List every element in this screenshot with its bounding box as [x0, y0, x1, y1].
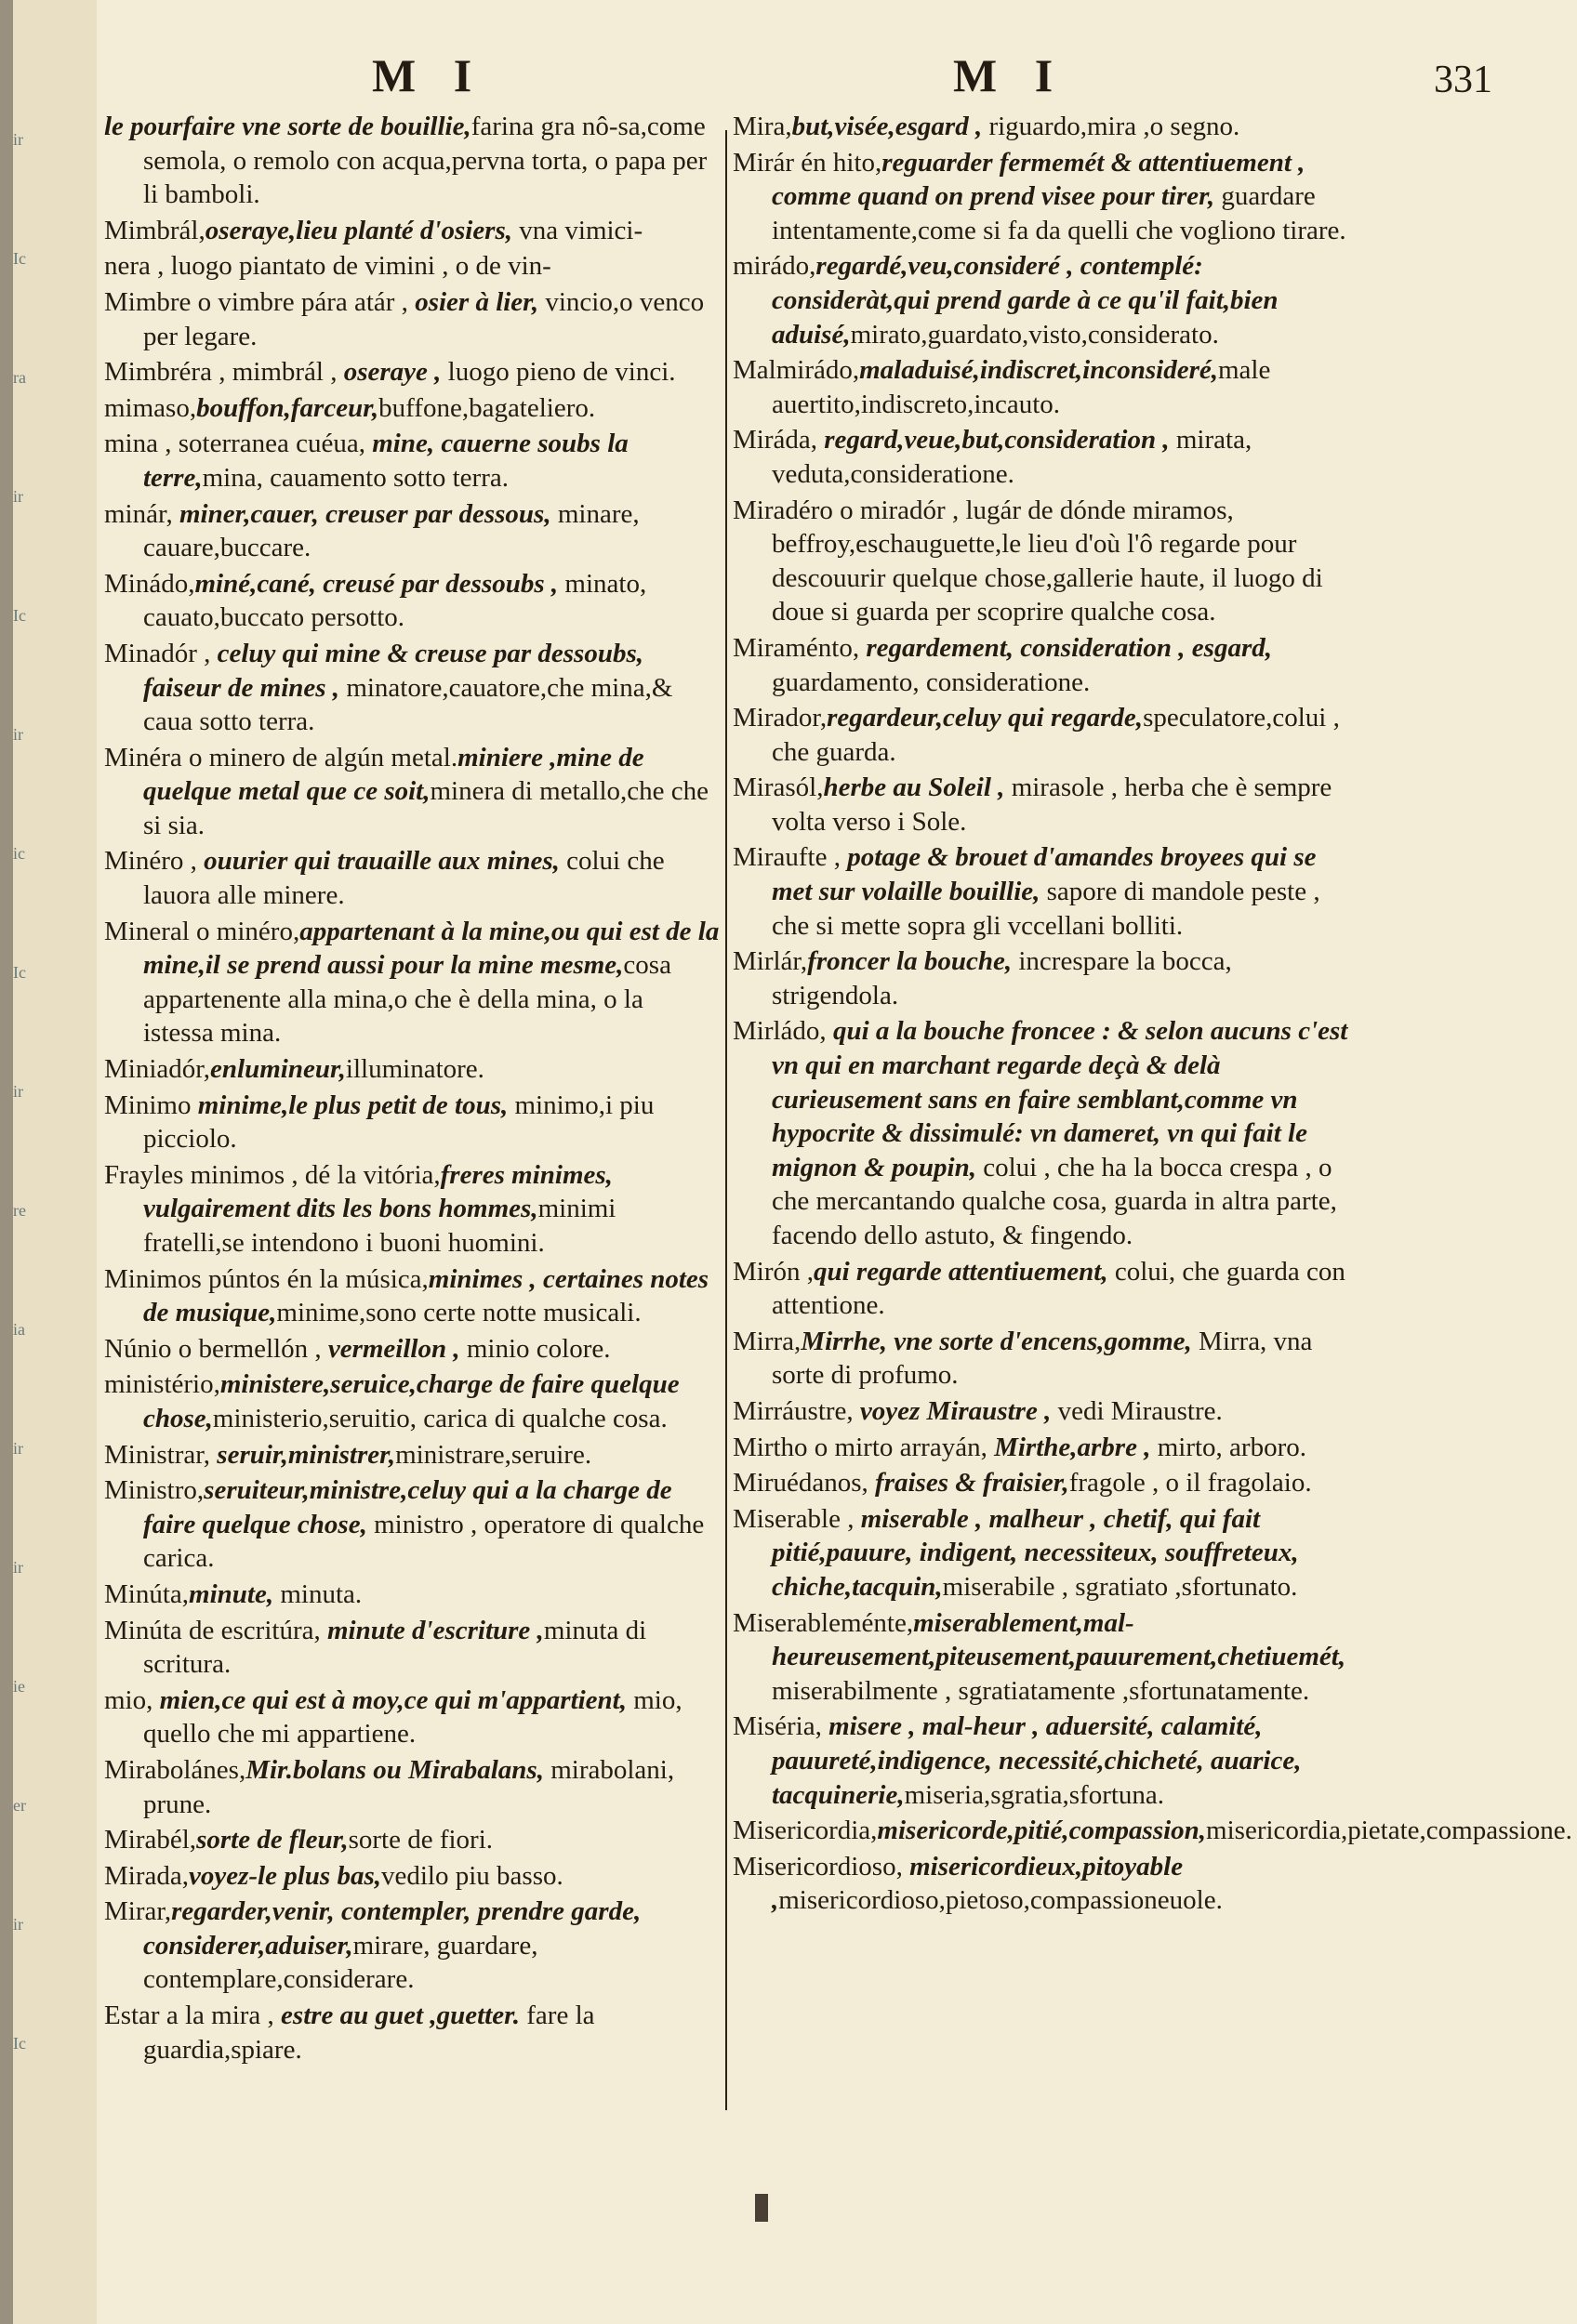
italian-gloss: mio, quello che mi appartiene. — [143, 1684, 682, 1750]
headword: Misericordioso, — [733, 1851, 903, 1882]
french-gloss: miserablement,mal- heureusement,piteusement,pauurement,chetiuemét, — [772, 1607, 1346, 1672]
french-gloss: Mirrhe, vne sorte d'encens,gomme, — [801, 1326, 1192, 1356]
dictionary-entry — [104, 1684, 720, 1751]
italian-gloss: sapore di mandole peste , che si mette sopra gli vccellani bolliti. — [772, 877, 1320, 941]
headword: Minúta de escritúra, — [104, 1615, 321, 1645]
french-gloss: osier à lier, — [407, 286, 539, 317]
french-gloss: miner,cauer, creuser par dessous, — [172, 498, 551, 529]
french-gloss: ministere,seruice,charge de faire quelque chose, — [143, 1369, 680, 1433]
dictionary-entry — [733, 1431, 1356, 1465]
ink-mark — [755, 2194, 768, 2222]
italian-gloss: nera , luogo piantato de vimini , o de vin- — [104, 251, 551, 282]
french-gloss: regard,veue,but,consideration , — [817, 425, 1170, 456]
italian-gloss: mirata, veduta,consideratione. — [772, 425, 1252, 489]
dictionary-entry — [733, 110, 1356, 144]
french-gloss: mine, cauerne soubs la terre, — [143, 429, 629, 493]
french-gloss: enlumineur, — [210, 1054, 346, 1085]
french-gloss: mien,ce qui est à moy,ce qui m'appartient, — [152, 1684, 627, 1715]
italian-gloss: minera di metallo,che che si sia. — [143, 776, 709, 840]
italian-gloss: buffone,bagateliero. — [378, 392, 596, 423]
running-head-left: M I — [372, 49, 485, 101]
headword: mina , soterranea cuéua, — [104, 429, 365, 459]
dictionary-entry — [104, 497, 720, 565]
dictionary-entry — [733, 494, 1356, 629]
dictionary-entry — [733, 701, 1356, 769]
italian-gloss: mirabolani, prune. — [143, 1754, 675, 1819]
running-head-right: M I — [953, 49, 1067, 101]
french-gloss: vermeillon , — [321, 1333, 460, 1364]
italian-gloss: Mirra, vna sorte di profumo. — [772, 1326, 1313, 1391]
headword: Minéro , — [104, 846, 197, 877]
french-gloss: qui regarde attentiuement, — [814, 1256, 1108, 1287]
bleed-mark: ir — [13, 1915, 23, 1934]
french-gloss: regarder,venir, contempler, prendre garde, considerer,aduiser, — [143, 1896, 642, 1961]
headword: Mirada, — [104, 1860, 189, 1891]
dictionary-entry — [104, 741, 720, 843]
dictionary-entry — [733, 249, 1356, 351]
italian-gloss: guardamento, consideratione. — [772, 667, 1091, 697]
right-column — [733, 110, 1572, 2127]
italian-gloss: guardare intentamente,come si fa da quelli che vogliono tirare. — [772, 181, 1346, 245]
page-binding-edge — [0, 0, 13, 2324]
french-gloss: maladuisé,indiscret,inconsideré, — [859, 355, 1218, 386]
french-gloss: froncer la bouche, — [807, 946, 1013, 977]
page-number: 331 — [1434, 59, 1492, 101]
bleed-mark: ir — [13, 130, 23, 149]
headword: minár, — [104, 498, 173, 529]
dictionary-entry — [733, 1394, 1356, 1429]
bleed-mark: Ic — [13, 2034, 26, 2053]
headword: Mirar, — [104, 1896, 172, 1927]
italian-gloss: minuta di scritura. — [143, 1615, 647, 1680]
italian-gloss: miseria,sgratia,sfortuna. — [904, 1779, 1165, 1810]
french-gloss: minimes , certaines notes de musique, — [143, 1263, 709, 1328]
headword: Ministrar, — [104, 1439, 211, 1470]
headword: Estar a la mira , — [104, 2000, 274, 2031]
italian-gloss: ministrare,seruire. — [395, 1439, 592, 1470]
headword: Mirráustre, — [733, 1395, 854, 1426]
headword: Misericordia, — [733, 1816, 878, 1846]
headword: mio, — [104, 1684, 153, 1715]
italian-gloss: minatore,cauatore,che mina,& caua sotto terra. — [143, 672, 673, 737]
dictionary-entry — [104, 567, 720, 635]
french-gloss: voyez-le plus bas, — [189, 1860, 381, 1891]
dictionary-entry — [104, 1578, 720, 1612]
headword: Mirasól, — [733, 772, 824, 803]
headword: mirádo, — [733, 251, 816, 282]
italian-gloss: misericordioso,pietoso,compassioneuole. — [778, 1885, 1223, 1916]
dictionary-entry — [104, 1158, 720, 1261]
headword: Mirlár, — [733, 946, 808, 977]
column-rule — [725, 130, 727, 2110]
dictionary-entry — [104, 214, 720, 248]
french-gloss: miserable , malheur , chetif, qui fait pitié,pauure, indigent, necessiteux, souffreteux, chiche,tacquin, — [772, 1503, 1299, 1602]
dictionary-entry — [733, 771, 1356, 838]
headword: Minimos púntos én la música, — [104, 1263, 429, 1294]
french-gloss: reguarder fermemét & attentiuement , comme quand on prend visee pour tirer, — [772, 147, 1305, 212]
dictionary-entry — [733, 631, 1356, 699]
dictionary-entry — [733, 1710, 1356, 1812]
headword: Miserableménte, — [733, 1607, 914, 1638]
bleed-mark: ir — [13, 487, 23, 506]
headword: Minúta, — [104, 1578, 190, 1609]
bleed-mark: ic — [13, 844, 25, 863]
headword: Mirár én hito, — [733, 147, 882, 178]
italian-gloss: speculatore,colui , che guarda. — [772, 703, 1340, 767]
bleed-mark: ir — [13, 1558, 23, 1577]
french-gloss: misericordieux,pitoyable , — [772, 1851, 1184, 1916]
headword: Miniadór, — [104, 1054, 211, 1085]
headword: Mirládo, — [733, 1016, 827, 1047]
bleed-mark: Ic — [13, 606, 26, 625]
french-gloss: voyez Miraustre , — [853, 1395, 1052, 1426]
dictionary-entry — [733, 1325, 1356, 1393]
italian-gloss: mirato,guardato,visto,considerato. — [850, 319, 1219, 350]
headword: Minádo, — [104, 568, 195, 599]
headword: Minéra o minero de algún metal. — [104, 742, 458, 772]
italian-gloss: fare la guardia,spiare. — [143, 2000, 595, 2065]
italian-gloss: minimi fratelli,se intendono i buoni huomini. — [143, 1194, 616, 1258]
italian-gloss: vedi Miraustre. — [1051, 1395, 1223, 1426]
dictionary-entry — [104, 1999, 720, 2067]
french-gloss: regardeur,celuy qui regarde, — [827, 703, 1144, 733]
dictionary-entry — [733, 840, 1356, 943]
italian-gloss: mirare, guardare, contemplare,considerare. — [143, 1930, 538, 1995]
dictionary-entry — [733, 1502, 1356, 1604]
french-gloss: minute, — [189, 1578, 274, 1609]
bleed-mark: ir — [13, 1439, 23, 1458]
italian-gloss: minio colore. — [459, 1333, 611, 1364]
italian-gloss: minime,sono certe notte musicali. — [276, 1298, 642, 1328]
french-gloss: qui a la bouche froncee : & selon aucuns c'est vn qui en marchant regarde deçà & delà curieusement sans en faire semblant,comme vn hypocrite & dissimulé: vn dameret, vn qui fait le mignon & poupin, — [772, 1016, 1348, 1182]
italian-gloss: luogo pieno de vinci. — [441, 357, 676, 388]
french-gloss: le pourfaire vne sorte de bouillie, — [104, 112, 471, 141]
french-gloss: sorte de fleur, — [196, 1825, 349, 1855]
italian-gloss: misericordia,pietate,compassione. — [1206, 1816, 1572, 1846]
italian-gloss: cosa appartenente alla mina,o che è della mina, o la istessa mina. — [143, 950, 671, 1049]
dictionary-entry — [104, 844, 720, 912]
headword: mimaso, — [104, 392, 197, 423]
french-gloss: bouffon,farceur, — [196, 392, 379, 423]
dictionary-entry — [104, 1262, 720, 1330]
french-gloss: freres minimes, vulgairement dits les bons hommes, — [143, 1159, 613, 1224]
french-gloss: minime,le plus petit de tous, — [191, 1089, 509, 1120]
headword: Mimbréra , mimbrál , — [104, 357, 338, 388]
headword: Mirra, — [733, 1326, 802, 1356]
headword: Ministro, — [104, 1475, 205, 1506]
dictionary-entry — [733, 1850, 1356, 1918]
dictionary-entry — [104, 1895, 720, 1997]
italian-gloss: miserabile , sgratiato ,sfortunato. — [942, 1571, 1298, 1602]
dictionary-entry — [733, 1814, 1572, 1848]
headword: Mirador, — [733, 703, 828, 733]
headword: Núnio o bermellón , — [104, 1333, 322, 1364]
italian-gloss: mirto, arboro. — [1150, 1432, 1306, 1462]
dictionary-entry — [104, 1473, 720, 1576]
dictionary-entry — [104, 427, 720, 495]
dictionary-entry — [104, 915, 720, 1050]
headword: Miserable , — [733, 1503, 855, 1534]
bleed-mark: ir — [13, 1082, 23, 1101]
italian-gloss: minimo,i piu picciolo. — [143, 1089, 655, 1155]
headword: Miraufte , — [733, 842, 841, 873]
headword: ministério, — [104, 1369, 220, 1400]
left-margin — [13, 0, 97, 2324]
headword: Mimbre o vimbre pára atár , — [104, 286, 408, 317]
dictionary-entry — [104, 110, 720, 212]
dictionary-entry — [104, 285, 720, 353]
dictionary-entry — [733, 944, 1356, 1012]
dictionary-entry — [104, 1438, 720, 1472]
french-gloss: oseraye,lieu planté d'osiers, — [205, 215, 513, 245]
french-gloss: regardement, consideration , esgard, — [859, 632, 1272, 663]
french-gloss: misere , mal-heur , aduersité, calamité, pauureté,indigence, necessité,chicheté, auarice, tacquinerie, — [772, 1711, 1302, 1810]
headword: Miradéro o miradór , — [733, 495, 960, 525]
french-gloss: miniere ,mine de quelque metal que ce soit, — [143, 742, 644, 807]
dictionary-entry — [733, 423, 1356, 491]
italian-gloss: increspare la bocca, strigendola. — [772, 946, 1232, 1010]
headword: Mirón , — [733, 1256, 814, 1287]
french-gloss: estre au guet ,guetter. — [273, 2000, 521, 2031]
dictionary-entry — [733, 353, 1356, 421]
italian-gloss: lugár de dónde miramos, beffroy,eschauguette,le lieu d'où l'ô regarde pour descouurir quelque chose,gallerie haute, il luogo di doue si guarda per scoprire qualche cosa. — [772, 495, 1323, 627]
bleed-mark: Ic — [13, 963, 26, 982]
italian-gloss: mina, cauamento sotto terra. — [202, 462, 509, 493]
italian-gloss: ministerio,seruitio, carica di qualche cosa. — [212, 1403, 668, 1433]
italian-gloss: vedilo piu basso. — [381, 1860, 563, 1891]
italian-gloss: miserabilmente , sgratiatamente ,sfortunatamente. — [772, 1675, 1310, 1706]
italian-gloss: colui, che guarda con attentione. — [772, 1256, 1345, 1321]
french-gloss: seruiteur,ministre,celuy qui a la charge de faire quelque chose, — [143, 1475, 672, 1539]
french-gloss: misericorde,pitié,compassion, — [877, 1816, 1207, 1846]
dictionary-entry — [733, 1014, 1356, 1252]
bleed-mark: ie — [13, 1677, 25, 1696]
italian-gloss: ministro , operatore di qualche carica. — [143, 1509, 705, 1574]
headword: Malmirádo, — [733, 355, 860, 386]
dictionary-entry — [104, 1367, 720, 1435]
headword: Mirtho o mirto arrayán, — [733, 1432, 987, 1462]
headword: Miraménto, — [733, 632, 860, 663]
french-gloss: potage & brouet d'amandes broyees qui se met sur volaille bouillie, — [772, 842, 1317, 907]
french-gloss: Mir.bolans ou Mirabalans, — [245, 1754, 544, 1785]
italian-gloss: illuminatore. — [345, 1054, 484, 1085]
italian-gloss: minare, cauare,buccare. — [143, 498, 640, 563]
dictionary-entry — [733, 1255, 1356, 1323]
headword: Mirabolánes, — [104, 1754, 246, 1785]
bleed-mark: er — [13, 1796, 26, 1815]
headword: Mira, — [733, 112, 792, 141]
french-gloss: fraises & fraisier, — [868, 1468, 1069, 1499]
headword: Mirabél, — [104, 1825, 197, 1855]
italian-gloss: minuta. — [273, 1578, 363, 1609]
headword: Mineral o minéro, — [104, 916, 300, 946]
headword: Mimbrál, — [104, 215, 205, 245]
dictionary-entry — [733, 146, 1356, 248]
french-gloss: seruir,ministrer, — [210, 1439, 396, 1470]
french-gloss: but,visée,esgard , — [791, 112, 983, 141]
italian-gloss: colui , che ha la bocca crespa , o che mercantando qualche cosa, guarda in altra parte, facendo dello astuto, & fingendo. — [772, 1152, 1337, 1250]
french-gloss: ouurier qui trauaille aux mines, — [196, 846, 560, 877]
french-gloss: oseraye , — [337, 357, 442, 388]
italian-gloss: riguardo,mira ,o segno. — [982, 112, 1240, 141]
italian-gloss: sorte de fiori. — [348, 1825, 494, 1855]
dictionary-entry — [104, 249, 720, 284]
bleed-mark: Ic — [13, 249, 26, 268]
dictionary-entry — [104, 355, 720, 390]
bleed-mark: ia — [13, 1320, 25, 1339]
dictionary-entry — [104, 1614, 720, 1682]
french-gloss: regardé,veu,consideré , contemplé: consideràt,qui prend garde à ce qu'il fait,bien aduisé, — [772, 251, 1279, 350]
dictionary-entry — [104, 1089, 720, 1156]
headword: Miruédanos, — [733, 1468, 868, 1499]
italian-gloss: mirasole , herba che è sempre volta verso i Sole. — [772, 772, 1332, 837]
headword: Miséria, — [733, 1711, 822, 1742]
italian-gloss: vincio,o venco per legare. — [143, 286, 705, 351]
headword: Frayles minimos , dé la vitória, — [104, 1159, 441, 1190]
french-gloss: appartenant à la mine,ou qui est de la mine,il se prend aussi pour la mine mesme, — [143, 916, 720, 981]
dictionary-entry — [104, 1052, 720, 1087]
dictionary-entry — [104, 1823, 720, 1857]
headword: Minadór , — [104, 638, 211, 668]
bleed-mark: ra — [13, 368, 26, 387]
italian-gloss: farina gra nô-sa,come semola, o remolo con acqua,pervna torta, o papa per li bamboli. — [143, 112, 708, 210]
dictionary-entry — [104, 1332, 720, 1367]
italian-gloss: minato, cauato,buccato persotto. — [143, 568, 647, 633]
dictionary-entry — [104, 1753, 720, 1821]
dictionary-entry — [104, 391, 720, 426]
italian-gloss: vna vimici- — [512, 215, 643, 245]
french-gloss: minute d'escriture , — [320, 1615, 544, 1645]
bleed-mark: re — [13, 1201, 26, 1220]
french-gloss: miné,cané, creusé par dessoubs , — [194, 568, 559, 599]
headword: Miráda, — [733, 425, 817, 456]
dictionary-entry — [733, 1606, 1356, 1709]
dictionary-entry — [104, 637, 720, 739]
french-gloss: herbe au Soleil , — [823, 772, 1005, 803]
left-column — [104, 110, 720, 2127]
italian-gloss: fragole , o il fragolaio. — [1068, 1468, 1312, 1499]
dictionary-entry — [733, 1466, 1356, 1500]
french-gloss: celuy qui mine & creuse par dessoubs, faiseur de mines , — [143, 638, 643, 703]
italian-gloss: colui che lauora alle minere. — [143, 846, 665, 911]
french-gloss: Mirthe,arbre , — [987, 1432, 1151, 1462]
bleed-mark: ir — [13, 725, 23, 744]
dictionary-entry — [104, 1859, 720, 1894]
headword: Minimo — [104, 1089, 192, 1120]
italian-gloss: male auertito,indiscreto,incauto. — [772, 355, 1271, 419]
